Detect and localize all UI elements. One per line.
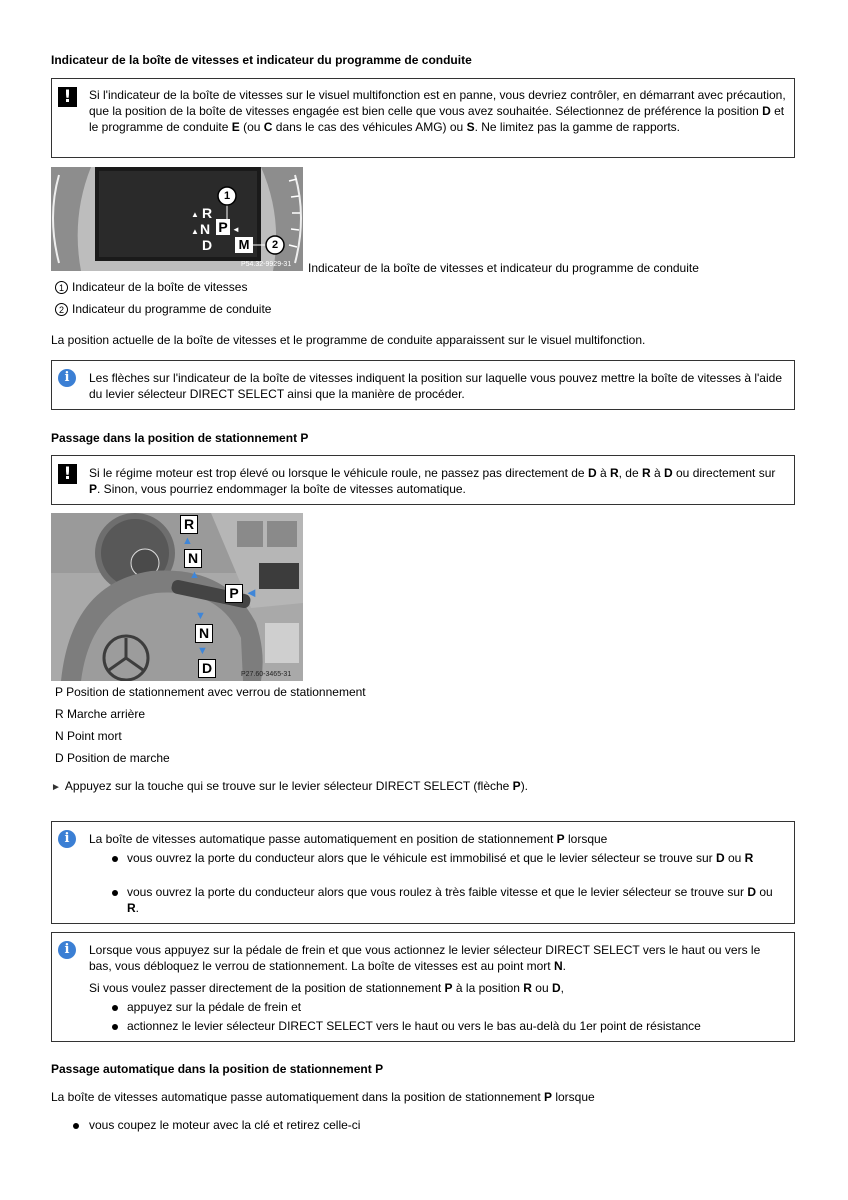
position-item: R Marche arrière <box>55 707 146 721</box>
paragraph: La boîte de vitesses automatique passe automatiquement dans la position de stationnement P lorsque <box>51 1090 595 1104</box>
legend-item: 1 Indicateur de la boîte de vitesses <box>55 279 247 295</box>
up-arrow-icon: ▲ <box>191 210 199 219</box>
lever-label-n: N <box>184 549 202 568</box>
info-icon: i <box>58 830 76 848</box>
position-item: P Position de stationnement avec verrou de stationnement <box>55 685 366 699</box>
selector-lever-photo <box>51 513 303 681</box>
info-text: La boîte de vitesses automatique passe automatiquement en position de stationnement P lorsque <box>89 832 608 846</box>
warning-icon: ! <box>58 87 77 107</box>
list-item: vous coupez le moteur avec la clé et retirez celle-ci <box>73 1117 360 1133</box>
bullet-icon <box>112 856 118 862</box>
warning-text: Si le régime moteur est trop élevé ou lorsque le véhicule roule, ne passez pas directement de D à R, de R à D ou directement sur P. Sinon, vous pourriez endommager la boîte de vitesses automatique. <box>89 466 776 496</box>
callout-1: 1 <box>223 190 231 202</box>
info-text: Les flèches sur l'indicateur de la boîte de vitesses indiquent la position sur laquelle vous pouvez mettre la boîte de vitesses à l'aide du levier sélecteur DIRECT SELECT ainsi que la manière de procéder. <box>89 371 782 401</box>
up-arrow-icon: ▲ <box>191 227 199 236</box>
info-text: Lorsque vous appuyez sur la pédale de frein et que vous actionnez le levier sélecteur DIRECT SELECT vers le haut ou vers le bas, vous débloquez le verrou de stationnement. La boîte de vitesses est au point mort N. <box>89 943 761 973</box>
gear-letter-n: N <box>200 221 211 237</box>
section-heading-auto-park: Passage automatique dans la position de stationnement P <box>51 1062 384 1076</box>
lever-label-r: R <box>180 515 198 534</box>
figure-code: P54.32-9929-31 <box>241 261 292 268</box>
legend-item: 2 Indicateur du programme de conduite <box>55 301 271 317</box>
list-item: vous ouvrez la porte du conducteur alors que le véhicule est immobilisé et que le levier sélecteur se trouve sur D ou R <box>112 850 786 866</box>
info-box <box>51 360 795 410</box>
position-item: N Point mort <box>55 729 122 743</box>
list-item: actionnez le levier sélecteur DIRECT SELECT vers le haut ou vers le bas au-delà du 1er point de résistance <box>112 1018 786 1034</box>
bullet-icon <box>73 1123 79 1129</box>
info-icon: i <box>58 941 76 959</box>
info-text: Si vous voulez passer directement de la position de stationnement P à la position R ou D, <box>89 981 564 995</box>
position-item: D Position de marche <box>55 751 170 765</box>
instruction-step: ► Appuyez sur la touche qui se trouve sur le levier sélecteur DIRECT SELECT (flèche P). <box>51 779 529 793</box>
figure-caption: Indicateur de la boîte de vitesses et indicateur du programme de conduite <box>308 261 699 275</box>
list-item: vous ouvrez la porte du conducteur alors que vous roulez à très faible vitesse et que le levier sélecteur se trouve sur D ou R. <box>112 884 786 916</box>
warning-box <box>51 78 795 158</box>
left-arrow-icon: ◄ <box>232 225 240 234</box>
gear-letter-r: R <box>202 205 213 221</box>
program-letter-m: M <box>235 237 253 253</box>
bullet-icon <box>112 1005 118 1011</box>
warning-icon: ! <box>58 464 77 484</box>
callout-2: 2 <box>271 239 279 251</box>
down-arrow-icon: ▼ <box>195 610 206 622</box>
lever-label-p: P <box>225 584 243 603</box>
lever-label-n-down: N <box>195 624 213 643</box>
warning-box <box>51 455 795 505</box>
gear-indicator-photo <box>51 167 303 271</box>
gear-letter-d: D <box>202 237 213 253</box>
warning-text: Si l'indicateur de la boîte de vitesses sur le visuel multifonction est en panne, vous devriez contrôler, en démarrant avec précaution, que la position de la boîte de vitesses engagée est bien celle que vous avez souhaitée. Sélectionnez de préférence la position D et le programme de conduite E (ou C dans le cas des véhicules AMG) ou S. Ne limitez pas la gamme de rapports. <box>89 88 786 134</box>
figure-code: P27.60-3465-31 <box>241 671 292 678</box>
arrow-p-icon: ◄ <box>245 585 258 600</box>
paragraph: La position actuelle de la boîte de vitesses et le programme de conduite apparaissent sur le visuel multifonction. <box>51 333 646 347</box>
gear-letter-p-active: P <box>216 219 230 235</box>
down-arrow-icon: ▼ <box>197 645 208 657</box>
callout-lines <box>51 167 303 271</box>
section-heading-gear-indicator: Indicateur de la boîte de vitesses et indicateur du programme de conduite <box>51 53 472 67</box>
info-icon: i <box>58 369 76 387</box>
bullet-icon <box>112 890 118 896</box>
info-box <box>51 821 795 924</box>
bullet-icon <box>112 1024 118 1030</box>
list-item: appuyez sur la pédale de frein et <box>112 999 786 1015</box>
section-heading-park: Passage dans la position de stationnement P <box>51 431 309 445</box>
up-arrow-icon: ▲ <box>189 569 200 581</box>
info-box <box>51 932 795 1042</box>
up-arrow-icon: ▲ <box>182 535 193 547</box>
triangle-arrow-icon: ► <box>51 782 61 793</box>
lever-label-d: D <box>198 659 216 678</box>
